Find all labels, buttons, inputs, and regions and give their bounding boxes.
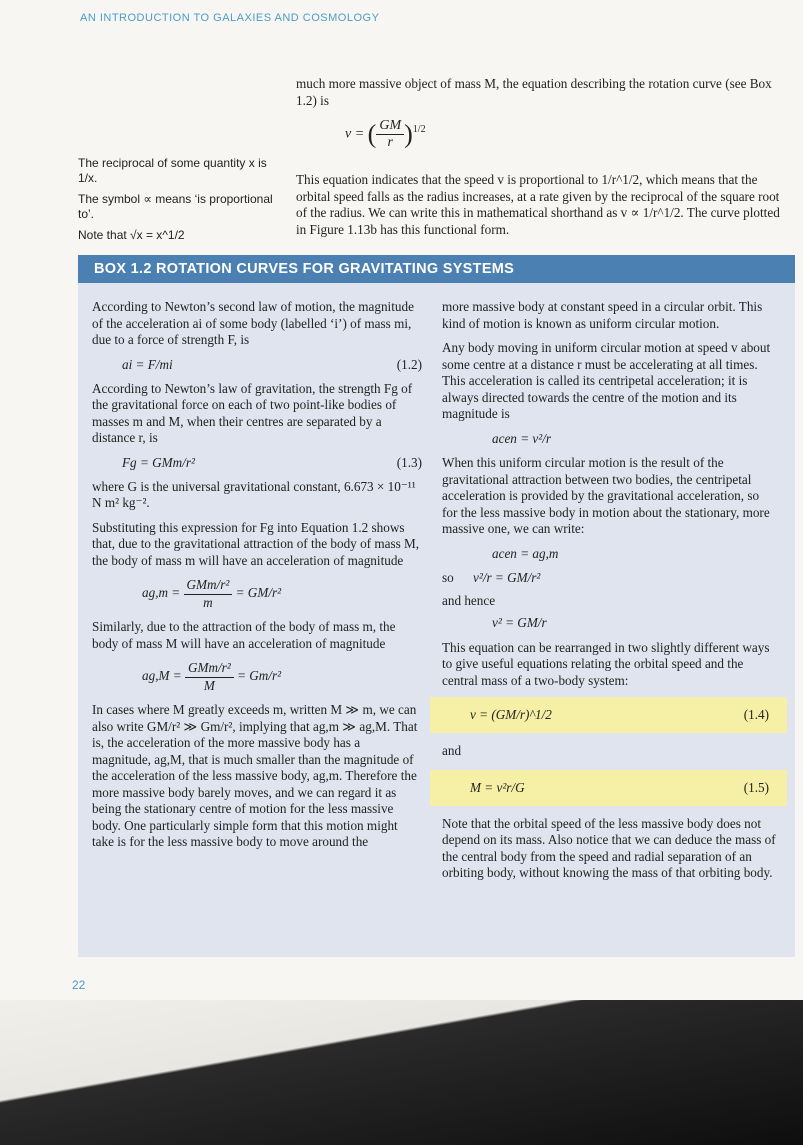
equation-acen-equals-ag: acen = ag,m xyxy=(492,545,559,561)
equation-number: (1.5) xyxy=(743,779,769,795)
equation-lhs: ag,M = xyxy=(142,668,182,684)
equation-acceleration-m xyxy=(142,577,422,611)
margin-notes xyxy=(78,156,278,249)
equation-numerator: GMm/r² xyxy=(185,660,234,678)
equation-1-4-highlight xyxy=(430,697,787,733)
margin-note-sqrt: Note that √x = x^1/2 xyxy=(78,228,185,242)
equation-lhs: v = xyxy=(345,126,365,142)
box-right-paragraph: more massive body at constant speed in a circular orbit. This kind of motion is known as uniform circular motion. xyxy=(442,299,763,331)
box-right-paragraph: Note that the orbital speed of the less massive body does not depend on its mass. Also notice that we can deduce the mass of the central body from the speed and radial separation of an orbiting body, without knowing the mass of that orbiting body. xyxy=(442,815,776,880)
running-head: AN INTRODUCTION TO GALAXIES AND COSMOLOGY xyxy=(80,12,380,24)
box-left-paragraph: According to Newton’s second law of motion, the magnitude of the acceleration ai of some body (labelled ‘i’) of mass mi, due to a force of strength F, is xyxy=(92,299,414,347)
and-label: and xyxy=(442,743,462,758)
equation-text: ai = F/mi xyxy=(122,356,173,372)
equation-text: Fg = GMm/r² xyxy=(122,454,195,470)
equation-power: 1/2 xyxy=(412,124,426,136)
intro-explanation: This equation indicates that the speed v is proportional to 1/r^1/2, which means that the orbital speed falls as the radius increases, at a rate given by the reciprocal of the square root of the radius. We can write this in mathematical shorthand as v ∝ 1/r^1/2. The curve plotted in Figure 1.13b has this functional form. xyxy=(296,172,780,237)
equation-rhs: = Gm/r² xyxy=(237,668,282,684)
equation-fraction xyxy=(376,118,404,151)
so-label: so xyxy=(442,570,454,585)
box-left-paragraph: where G is the universal gravitational constant, 6.673 × 10⁻¹¹ N m² kg⁻². xyxy=(92,478,416,510)
box-right-column xyxy=(442,299,777,890)
equation-fraction xyxy=(185,660,234,694)
page-edge-shadow xyxy=(0,1000,803,1145)
margin-note-reciprocal: The reciprocal of some quantity x is 1/x. xyxy=(78,156,267,185)
equation-v-squared: v² = GM/r xyxy=(492,615,547,630)
box-right-paragraph: Any body moving in uniform circular motion at speed v about some centre at a distance r must be accelerating at all times. This acceleration is called its centripetal acceleration; it is always directed towards the centre of the motion and its magnitude is xyxy=(442,340,771,421)
equation-denominator: r xyxy=(387,135,393,150)
equation-centripetal: acen = v²/r xyxy=(492,430,551,446)
equation-number: (1.3) xyxy=(396,454,422,470)
equation-1-5-highlight xyxy=(430,770,787,806)
box-left-paragraph: In cases where M greatly exceeds m, written M ≫ m, we can also write GM/r² ≫ Gm/r², implying that ag,m ≫ ag,M. That is, the acceleration of the more massive body has a magnitude, ag,M, that is much smaller than the magnitude of the acceleration of the less massive body, ag,m. Therefore the more massive body barely moves, and we can regard it as being the stationary centre of motion for the less massive body. One particularly simple form that this motion might take is for the less massive body to move around the xyxy=(92,702,418,849)
equation-text: v = (GM/r)^1/2 xyxy=(470,707,552,722)
equation-number: (1.4) xyxy=(743,707,769,722)
equation-acceleration-M xyxy=(142,660,422,694)
equation-text: M = v²r/G xyxy=(470,779,525,795)
box-left-paragraph: According to Newton’s law of gravitation, the strength Fg of the gravitational force on each of two point-like bodies of masses m and M, when their centres are separated by a distance r, is xyxy=(92,380,413,445)
equation-denominator: M xyxy=(203,677,215,693)
equation-number: (1.2) xyxy=(396,356,422,372)
equation-lhs: ag,m = xyxy=(142,585,181,601)
and-hence-label: and hence xyxy=(442,592,496,608)
box-left-column xyxy=(92,299,422,859)
rotation-curve-equation: v = ( $\frac{GM}{r}$ )$^{1/2}$ xyxy=(345,118,426,150)
equation-numerator: GM xyxy=(376,118,404,135)
box-left-paragraph: Substituting this expression for Fg into Equation 1.2 shows that, due to the gravitational attraction of the body of mass M, the body of mass m will have an acceleration of magnitude xyxy=(92,519,420,568)
intro-text: much more massive object of mass M, the equation describing the rotation curve (see Box 1.2) is xyxy=(296,76,772,108)
equation-1-3 xyxy=(92,455,422,475)
box-title: BOX 1.2 ROTATION CURVES FOR GRAVITATING SYSTEMS xyxy=(78,255,795,283)
equation-numerator: GMm/r² xyxy=(184,577,233,595)
equation-so-row xyxy=(442,570,777,587)
equation-1-2 xyxy=(92,357,422,377)
equation-text: v²/r = GM/r² xyxy=(473,570,541,585)
margin-note-proportional: The symbol ∝ means ‘is proportional to’. xyxy=(78,192,273,221)
equation-fraction xyxy=(184,577,233,611)
box-right-paragraph: When this uniform circular motion is the result of the gravitational attraction between two bodies, the centripetal acceleration is provided by the gravitational acceleration, so for the less massive body in motion about the stationary, more massive one, we can write: xyxy=(442,455,770,536)
box-right-paragraph: This equation can be rearranged in two slightly different ways to give useful equations relating the orbital speed and the central mass of a two-body system: xyxy=(442,639,770,688)
equation-denominator: m xyxy=(203,594,213,610)
box-left-paragraph: Similarly, due to the attraction of the body of mass m, the body of mass M will have an acceleration of magnitude xyxy=(92,619,396,651)
intro-paragraph xyxy=(296,76,786,109)
box-rotation-curves xyxy=(78,255,795,957)
equation-rhs: = GM/r² xyxy=(235,585,282,601)
page-number: 22 xyxy=(72,978,86,992)
